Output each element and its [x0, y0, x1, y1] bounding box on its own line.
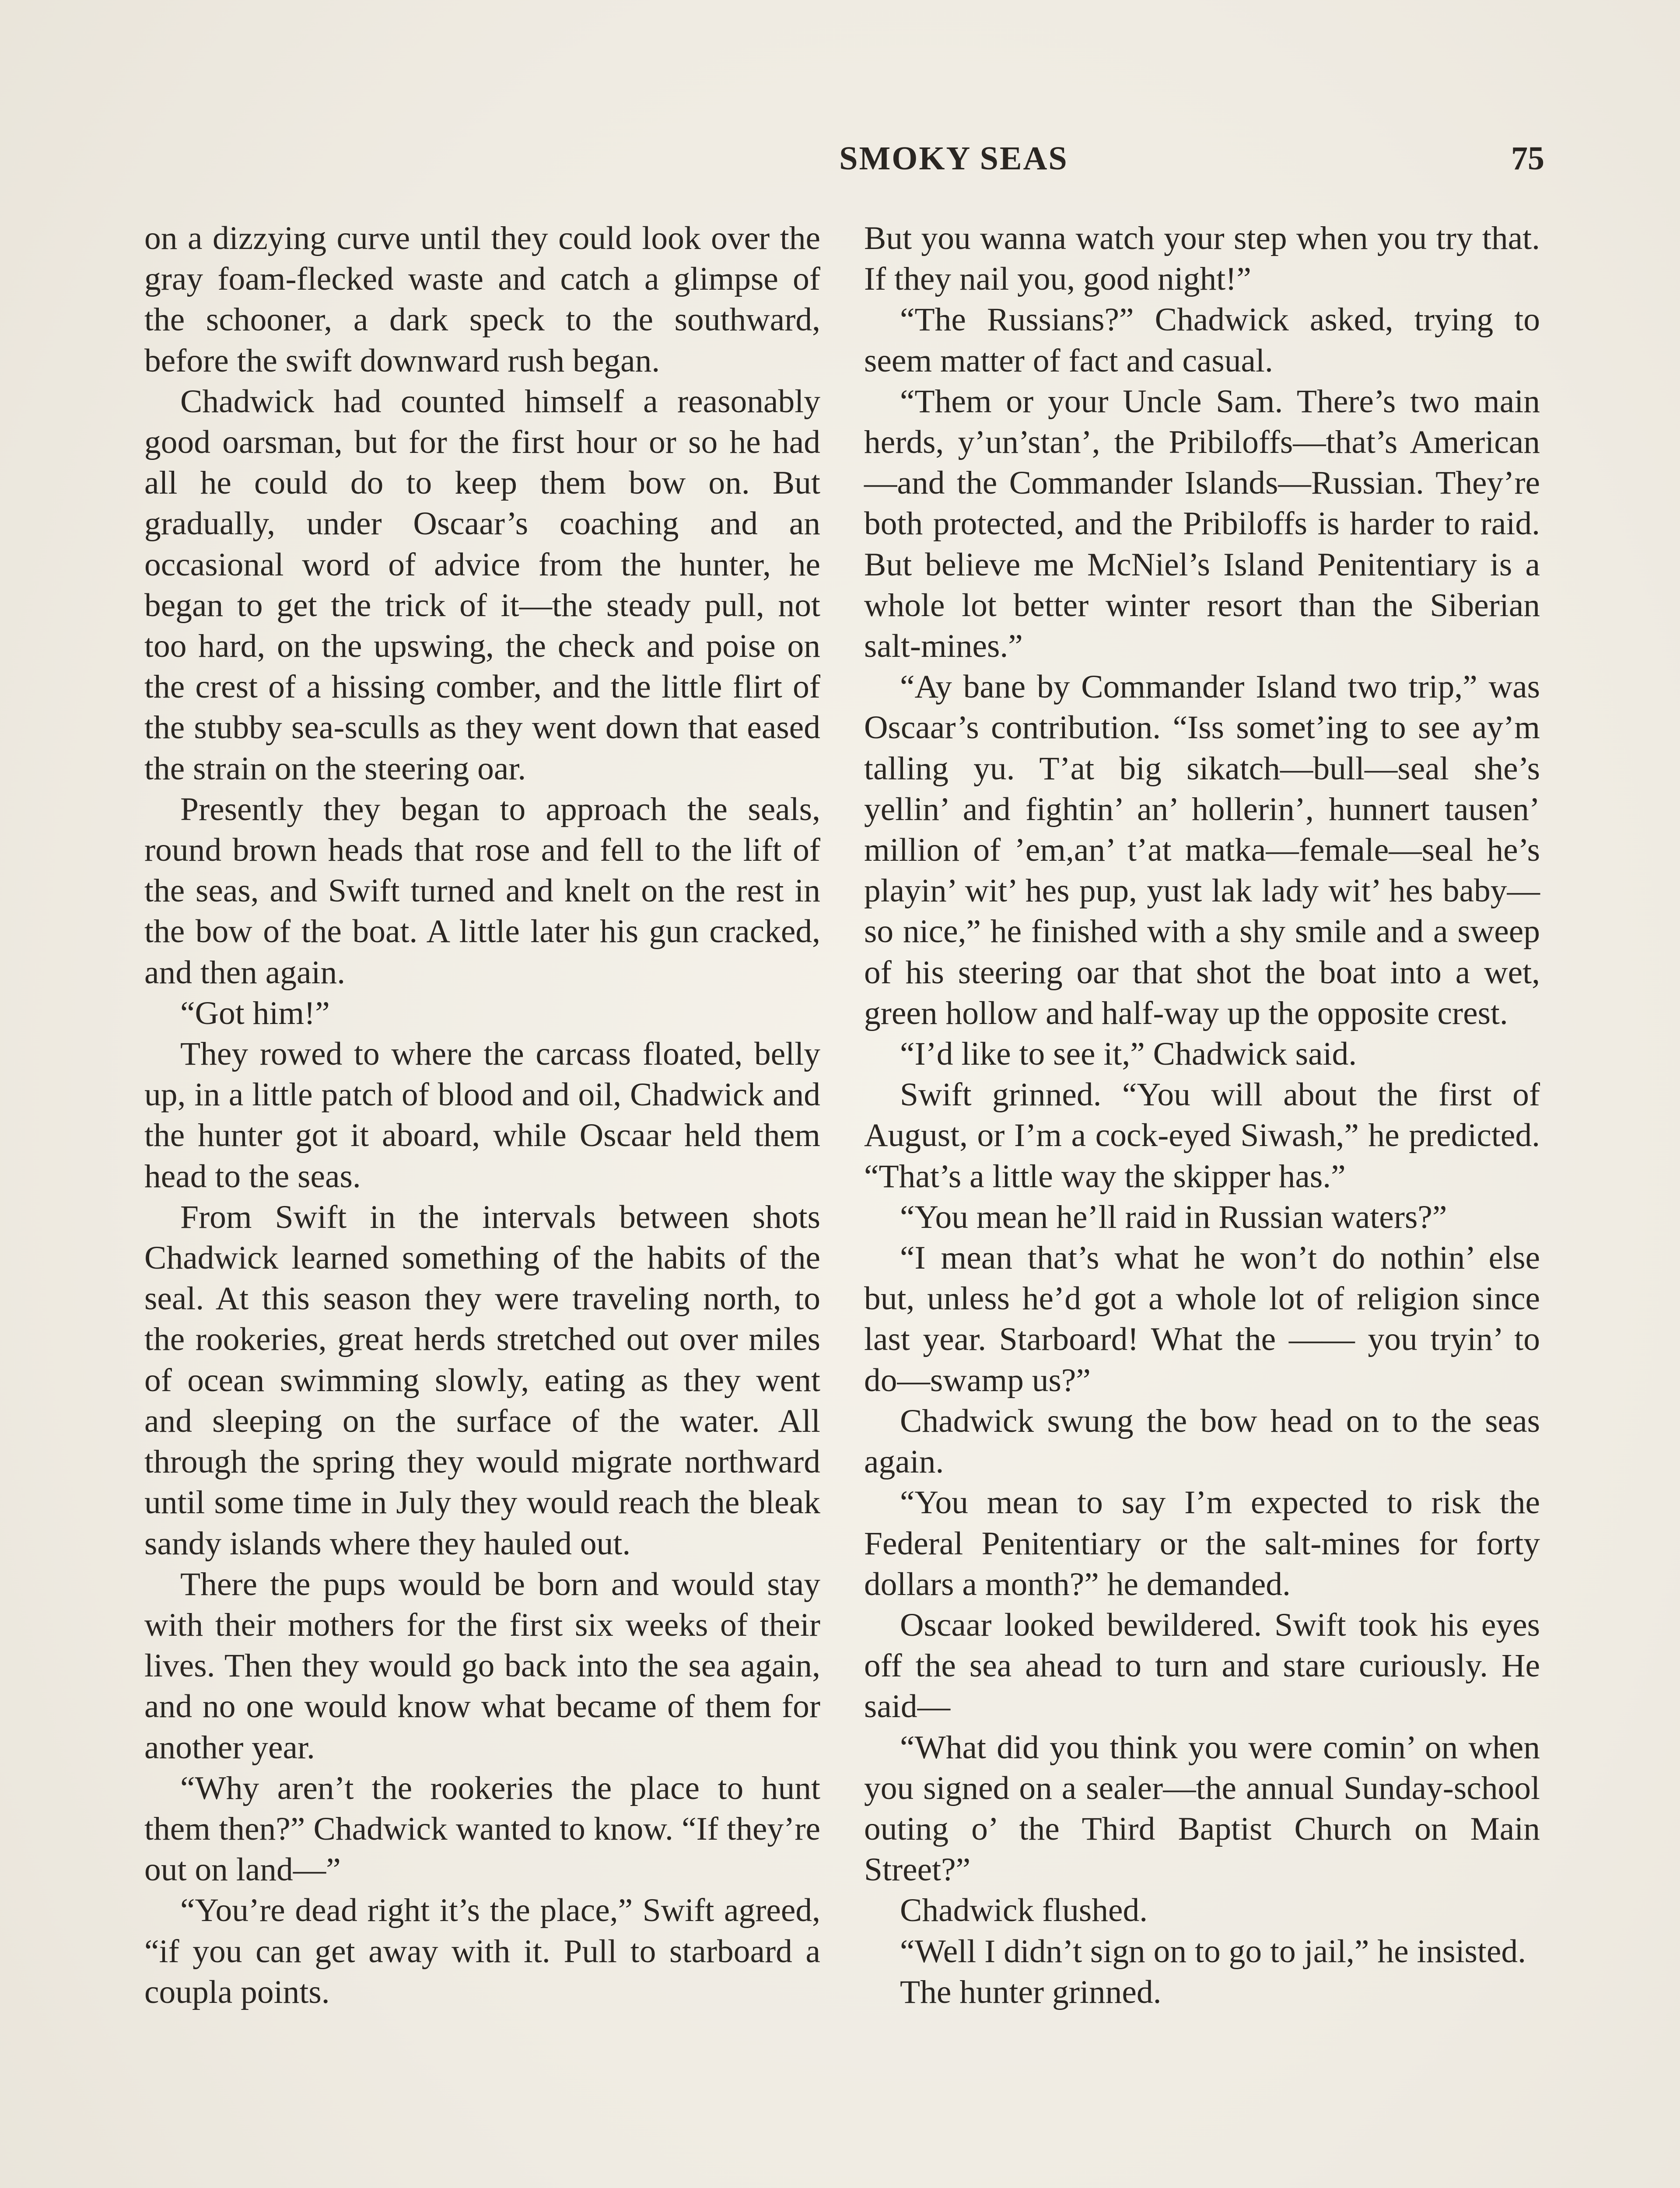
left-column — [144, 218, 820, 2013]
paragraph: Oscaar looked bewildered. Swift took his eyes off the sea ahead to turn and stare curiously. He said— — [864, 1606, 1540, 1725]
paragraph: “I mean that’s what he won’t do nothin’ else but, unless he’d got a whole lot of religion since last year. Starboard! What the —— you tryin’ to do—swamp us?” — [864, 1240, 1540, 1399]
paragraph: “The Russians?” Chadwick asked, trying to seem matter of fact and casual. — [864, 302, 1540, 379]
paragraph: There the pups would be born and would stay with their mothers for the first six weeks of their lives. Then they would go back into the sea again, and no one would know what became of them for another year. — [144, 1566, 820, 1766]
paragraph: Chadwick flushed. — [900, 1892, 1148, 1929]
page-number: 75 — [1511, 140, 1544, 177]
paragraph: “You mean to say I’m expected to risk the Federal Penitentiary or the salt-mines for forty dollars a month?” he demanded. — [864, 1484, 1540, 1602]
running-title: SMOKY SEAS — [839, 140, 1068, 177]
right-column — [864, 218, 1540, 2013]
paragraph: “Ay bane by Commander Island two trip,” was Oscaar’s contribution. “Iss somet’ing to see ay’m talling yu. T’at big sikatch—bull—seal she’s yellin’ and fightin’ an’ hollerin’, hunnert tausen’ million of ’em,an’ t’at matka—female—seal he’s playin’ wit’ hes pup, yust lak lady wit’ hes baby—so nice,” he finished with a shy smile and a sweep of his steering oar that shot the boat into a wet, green hollow and half-way up the opposite crest. — [864, 669, 1540, 1031]
paragraph: “You mean he’ll raid in Russian waters?” — [900, 1199, 1447, 1235]
paragraph: Swift grinned. “You will about the first of August, or I’m a cock-eyed Siwash,” he predicted. “That’s a little way the skipper has.” — [864, 1076, 1540, 1195]
paragraph: Presently they began to approach the seals, round brown heads that rose and fell to the lift of the seas, and Swift turned and knelt on the rest in the bow of the boat. A little later his gun cracked, and then again. — [144, 791, 820, 991]
paragraph: “Them or your Uncle Sam. There’s two main herds, y’un’stan’, the Pribiloffs—that’s American—and the Commander Islands—Russian. They’re both protected, and the Pribiloffs is harder to raid. But believe me McNiel’s Island Penitentiary is a whole lot better winter resort than the Siberian salt-mines.” — [864, 383, 1540, 665]
paragraph: on a dizzying curve until they could look over the gray foam-flecked waste and catch a glimpse of the schooner, a dark speck to the southward, before the swift downward rush began. — [144, 220, 820, 379]
paragraph: “You’re dead right it’s the place,” Swift agreed, “if you can get away with it. Pull to starboard a coupla points. — [144, 1892, 820, 2010]
running-head — [144, 137, 1544, 180]
paragraph: “Well I didn’t sign on to go to jail,” he insisted. — [900, 1933, 1526, 1970]
paragraph: “I’d like to see it,” Chadwick said. — [900, 1036, 1357, 1073]
paragraph: “What did you think you were comin’ on when you signed on a sealer—the annual Sunday-school outing o’ the Third Baptist Church on Main Street?” — [864, 1729, 1540, 1888]
paragraph: From Swift in the intervals between shots Chadwick learned something of the habits of the seal. At this season they were traveling north, to the rookeries, great herds stretched out over miles of ocean swimming slowly, eating as they went and sleeping on the surface of the water. All through the spring they would migrate northward until some time in July they would reach the bleak sandy islands where they hauled out. — [144, 1199, 820, 1562]
paragraph: The hunter grinned. — [900, 1974, 1162, 2010]
paragraph: Chadwick swung the bow head on to the seas again. — [864, 1403, 1540, 1480]
paragraph: They rowed to where the carcass floated, belly up, in a little patch of blood and oil, Chadwick and the hunter got it aboard, while Oscaar held them head to the seas. — [144, 1036, 820, 1195]
paragraph: But you wanna watch your step when you try that. If they nail you, good night!” — [864, 220, 1540, 298]
paragraph: “Got him!” — [180, 995, 330, 1031]
paragraph: “Why aren’t the rookeries the place to hunt them then?” Chadwick wanted to know. “If they’re out on land—” — [144, 1770, 820, 1888]
paragraph: Chadwick had counted himself a reasonably good oarsman, but for the first hour or so he had all he could do to keep them bow on. But gradually, under Oscaar’s coaching and an occasional word of advice from the hunter, he began to get the trick of it—the steady pull, not too hard, on the upswing, the check and poise on the crest of a hissing comber, and the little flirt of the stubby sea-sculls as they went down that eased the strain on the steering oar. — [144, 383, 820, 787]
